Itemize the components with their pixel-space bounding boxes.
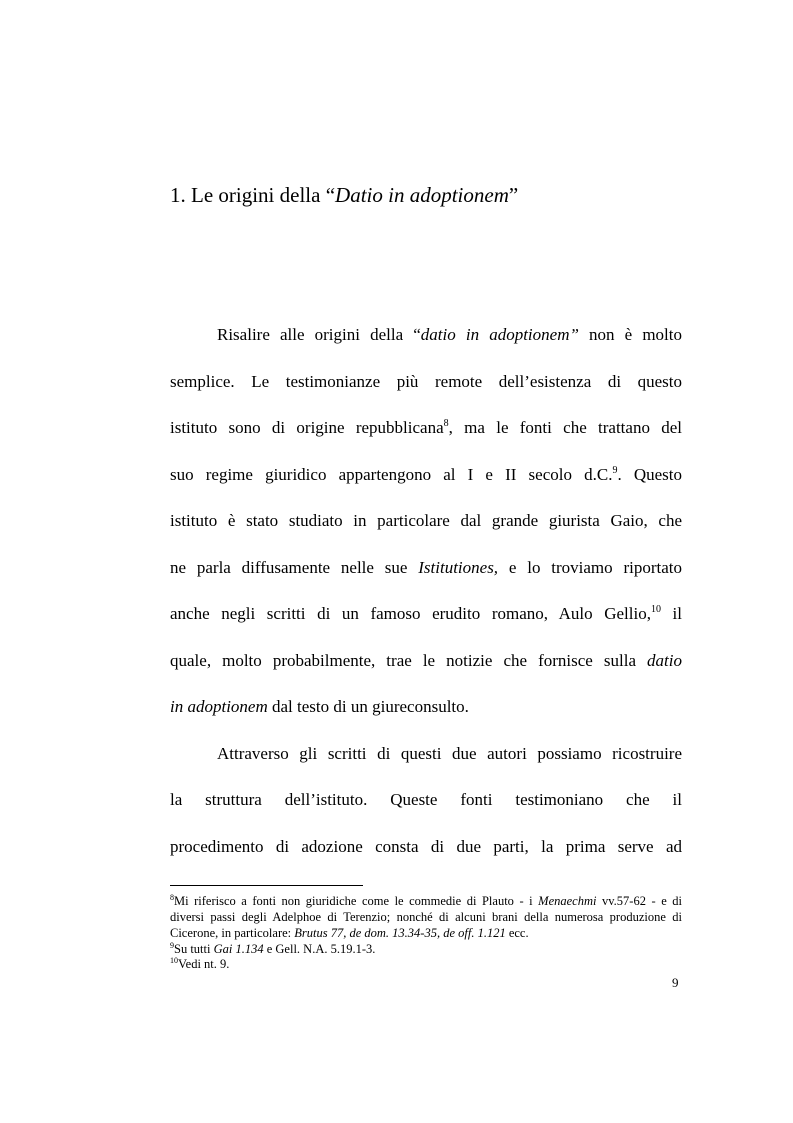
body-line-3: istituto sono di origine repubblicana$^8$, ma le fonti che trattano del [170, 418, 682, 437]
footnote-10: $^{10}$Vedi nt. 9. [170, 956, 230, 971]
footnote-8-line-1: $^8$Mi riferisco a fonti non giuridiche come le commedie di Plauto - i Menaechmi vv.57-62 - e di [170, 893, 682, 908]
body-line-1: Risalire alle origini della “datio in adoptionem” non è molto [217, 325, 683, 344]
body-line-7: anche negli scritti di un famoso erudito romano, Aulo Gellio,$^{10}$ il [170, 604, 682, 623]
body-line-2: semplice. Le testimonianze più remote dell’esistenza di questo [170, 372, 682, 391]
body-line-9: in adoptionem dal testo di un giureconsulto. [170, 697, 469, 716]
footnote-ref-9[interactable]: 9 [612, 465, 618, 476]
footnote-9-number: 9 [170, 941, 174, 950]
body-line-8: quale, molto probabilmente, trae le notizie che fornisce sulla datio [170, 651, 682, 670]
footnote-separator [170, 885, 363, 886]
chapter-heading [170, 185, 518, 206]
footnote-8-line-3: Cicerone, in particolare: Brutus 77, de dom. 13.34-35, de off. 1.121 ecc. [170, 926, 529, 940]
heading-close-quote: ” [508, 183, 519, 207]
body-line-4: suo regime giuridico appartengono al I e II secolo d.C.$^9$. Questo [170, 465, 682, 484]
page-number: 9 [672, 975, 679, 990]
footnote-10-number: 10 [170, 956, 178, 965]
footnote-8-line-2: diversi passi degli Adelphoe di Terenzio; nonché di alcuni brani della numerosa produzione di [170, 910, 682, 924]
footnote-ref-10[interactable]: 10 [650, 604, 661, 615]
footnote-9: $^9$Su tutti Gai 1.134 e Gell. N.A. 5.19.1-3. [170, 941, 376, 956]
body-line-5: istituto è stato studiato in particolare dal grande giurista Gaio, che [170, 511, 682, 530]
heading-italic-title: Datio in adoptionem [335, 183, 509, 207]
body-line-11: la struttura dell’istituto. Queste fonti testimoniano che il [170, 790, 682, 809]
body-line-12: procedimento di adozione consta di due parti, la prima serve ad [170, 837, 682, 856]
body-line-10: Attraverso gli scritti di questi due autori possiamo ricostruire [217, 744, 682, 763]
footnote-ref-8[interactable]: 8 [443, 418, 449, 429]
footnote-8-number: 8 [170, 893, 174, 902]
heading-text: 1. Le origini della “ [170, 183, 336, 207]
body-line-6: ne parla diffusamente nelle sue Istitutiones, e lo troviamo riportato [170, 558, 683, 577]
